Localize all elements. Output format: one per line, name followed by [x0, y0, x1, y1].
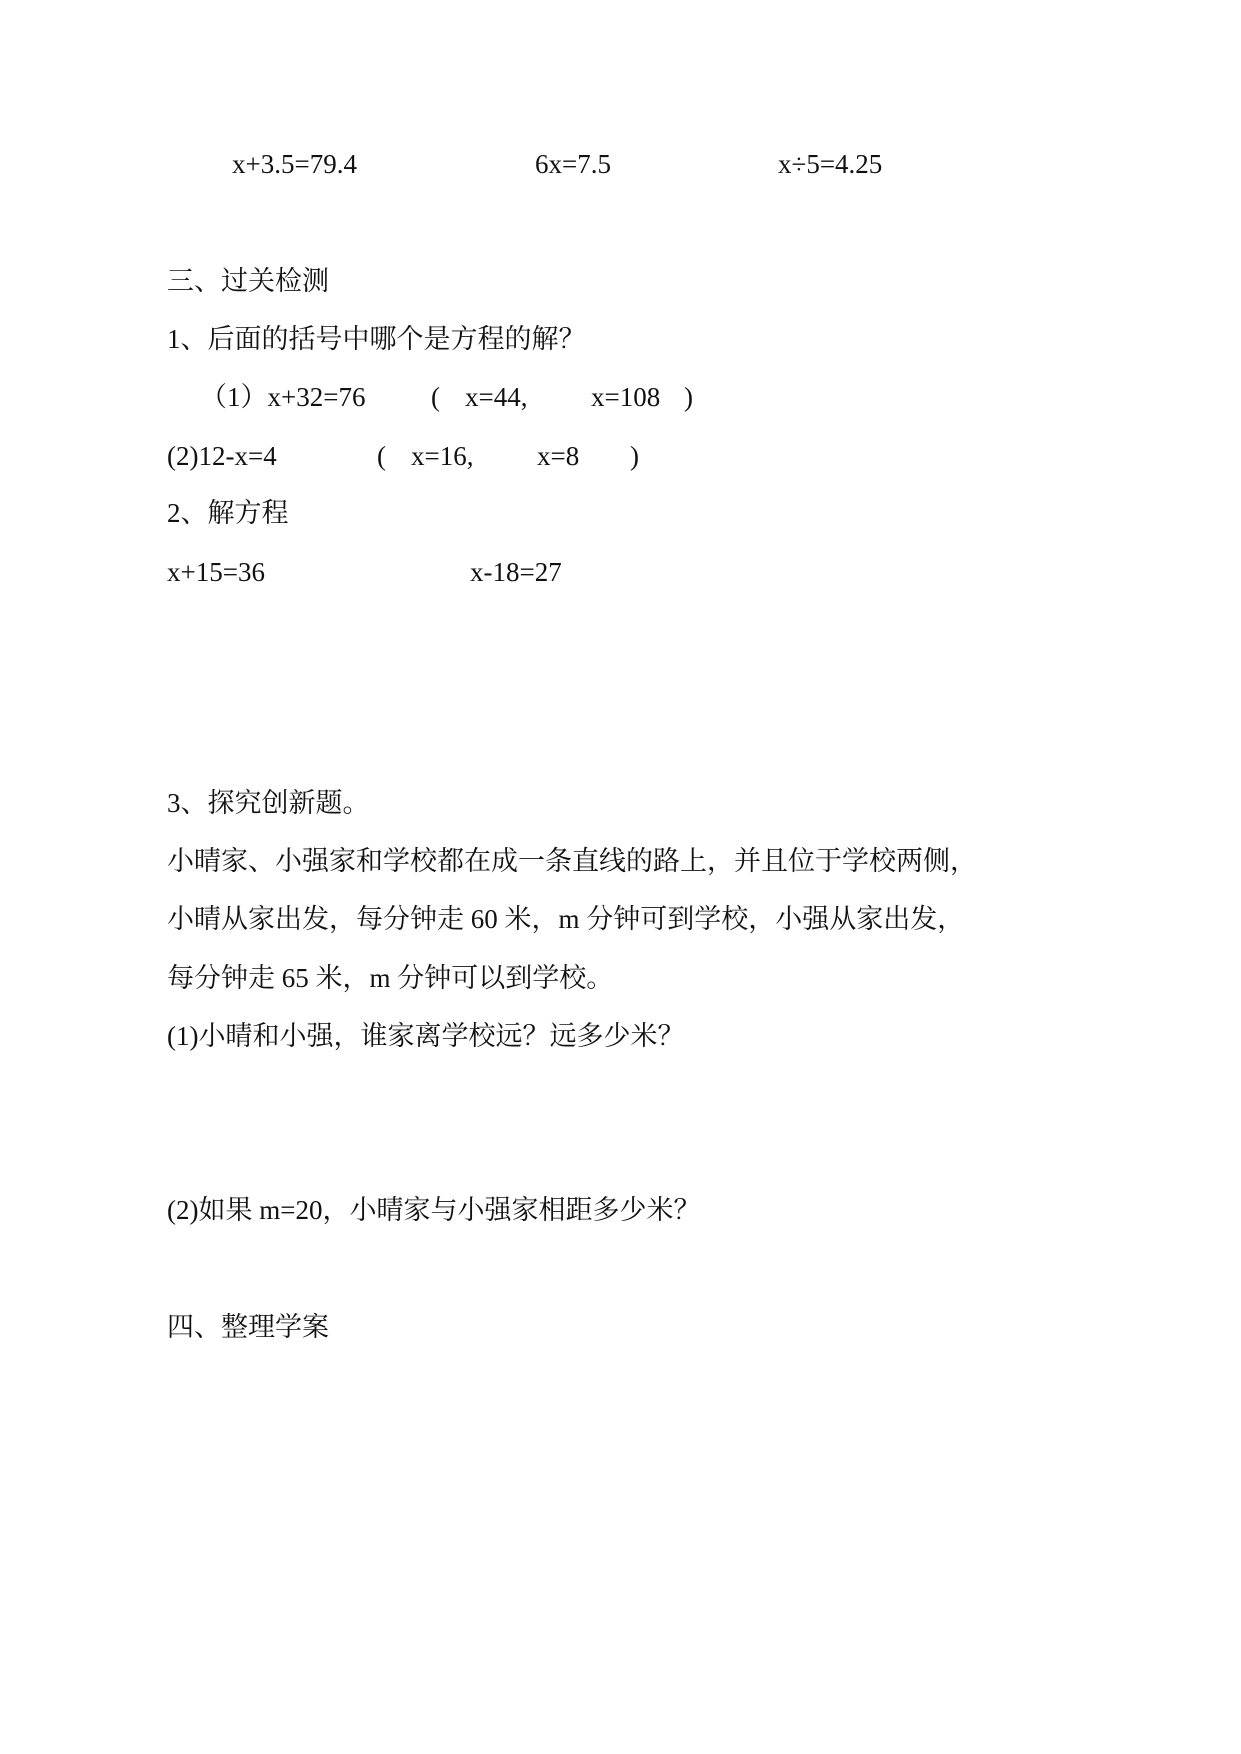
question-3-sub-1: (1)小晴和小强，谁家离学校远？远多少米？: [167, 1021, 685, 1051]
question-1-prompt: 1、后面的括号中哪个是方程的解？: [167, 324, 586, 354]
question-3-sub-2: (2)如果 m=20，小晴家与小强家相距多少米？: [167, 1195, 701, 1225]
equation-top-3: x÷5=4.25: [778, 149, 883, 179]
item-2-option-b: x=8: [537, 441, 580, 471]
item-2-option-a: x=16,: [411, 441, 474, 471]
item-1-close-paren: ): [684, 382, 693, 412]
question-3-paragraph-line-1: 小晴家、小强家和学校都在成一条直线的路上，并且位于学校两侧，: [167, 846, 977, 876]
item-1-option-b: x=108: [591, 382, 661, 412]
item-1-option-a: x=44,: [465, 382, 528, 412]
question-3-prompt: 3、探究创新题。: [167, 788, 370, 818]
section-3-title: 三、过关检测: [167, 266, 329, 296]
question-2-prompt: 2、解方程: [167, 498, 289, 528]
question-2-equation-2: x-18=27: [470, 557, 562, 587]
question-2-equation-1: x+15=36: [167, 557, 265, 587]
section-4-title: 四、整理学案: [167, 1312, 329, 1342]
question-3-paragraph-line-2: 小晴从家出发，每分钟走 60 米，m 分钟可到学校，小强从家出发，: [167, 904, 965, 934]
item-1-open-paren: (: [431, 382, 440, 412]
equation-top-1: x+3.5=79.4: [232, 149, 357, 179]
question-3-paragraph-line-3: 每分钟走 65 米，m 分钟可以到学校。: [167, 963, 614, 993]
equation-top-2: 6x=7.5: [535, 149, 611, 179]
item-2-open-paren: (: [377, 441, 386, 471]
item-2-equation: (2)12-x=4: [167, 441, 277, 471]
item-1-equation: （1）x+32=76: [200, 382, 366, 412]
item-2-close-paren: ): [630, 441, 639, 471]
